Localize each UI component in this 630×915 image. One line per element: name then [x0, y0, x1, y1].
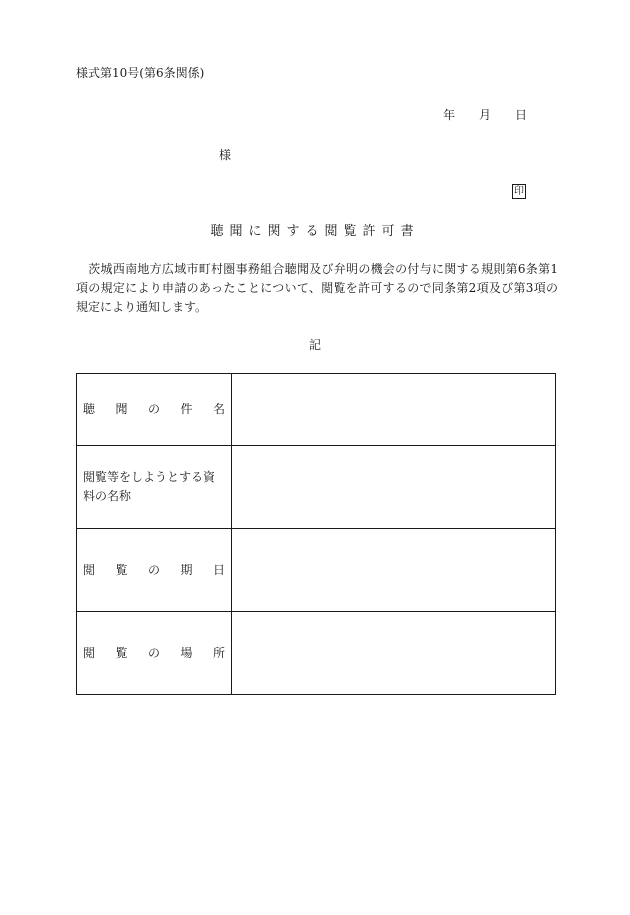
value-cell-inspection-date[interactable]	[232, 529, 556, 612]
table-row-material-name	[77, 446, 556, 529]
body-text-content: 茨城西南地方広域市町村圏事務組合聴聞及び弁明の機会の付与に関する規則第6条第1項の規定により申請のあったことについて、閲覧を許可するので同条第2項及び第3項の規定により通知します。	[76, 262, 558, 314]
label-material-name: 閲覧等をしようとする資料の名称	[83, 470, 216, 503]
addressee-suffix: 様	[219, 148, 232, 162]
value-cell-inspection-place[interactable]	[232, 612, 556, 695]
details-table	[76, 373, 556, 695]
date-day-label: 日	[515, 108, 528, 122]
seal-mark: 印	[514, 186, 524, 197]
document-title: 聴聞に関する閲覧許可書	[210, 224, 420, 239]
label-inspection-date: 閲 覧 の 期 日	[83, 562, 225, 577]
label-hearing-subject: 聴 聞 の 件 名	[83, 402, 225, 416]
date-month-label: 月	[479, 108, 492, 122]
date-year-label: 年	[443, 108, 456, 122]
table-row-inspection-place	[77, 612, 556, 695]
value-cell-material-name[interactable]	[232, 446, 556, 529]
form-number: 様式第10号(第6条関係)	[76, 66, 205, 80]
body-text	[76, 260, 558, 317]
label-cell-hearing-subject	[77, 374, 232, 446]
table-row-inspection-date	[77, 529, 556, 612]
table-row-hearing-subject	[77, 374, 556, 446]
label-cell-inspection-place	[77, 612, 232, 695]
label-inspection-place: 閲 覧 の 場 所	[83, 645, 225, 660]
date-line	[443, 106, 527, 123]
value-cell-hearing-subject[interactable]	[232, 374, 556, 446]
ki-heading: 記	[308, 338, 321, 352]
label-cell-inspection-date	[77, 529, 232, 612]
label-cell-material-name	[77, 446, 232, 529]
